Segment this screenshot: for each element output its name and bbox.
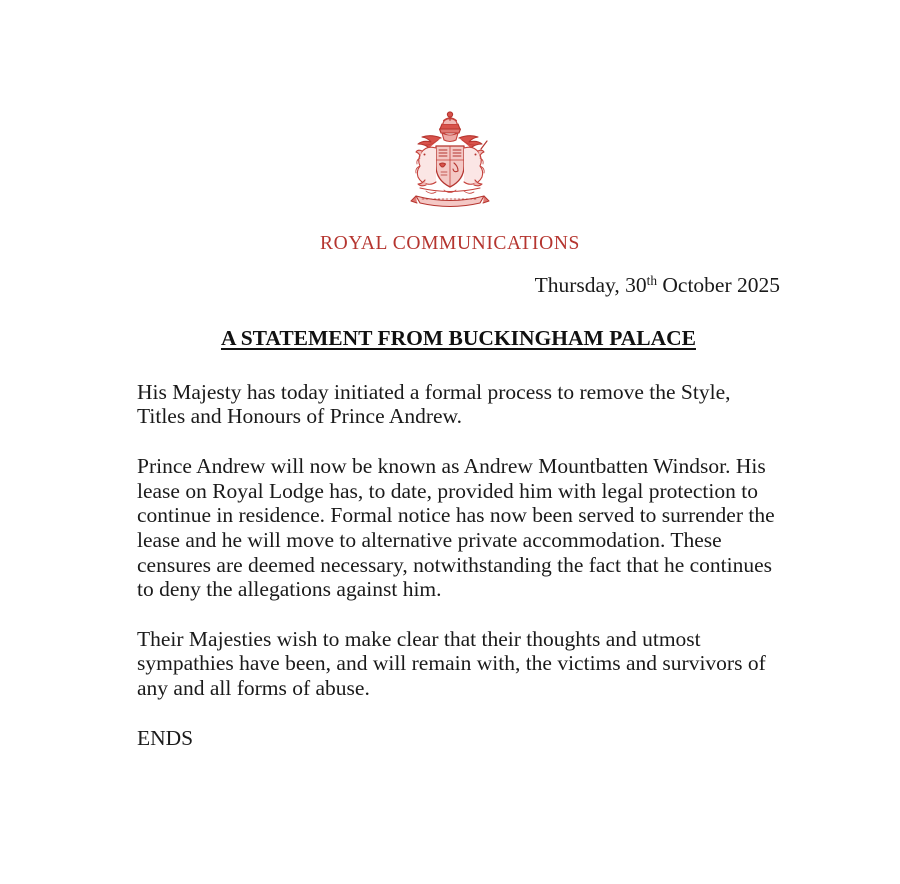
page-title [137, 325, 780, 352]
date-month-year: October 2025 [657, 273, 780, 297]
date-day: Thursday, 30 [534, 273, 647, 297]
paragraph: His Majesty has today initiated a formal process to remove the Style, Titles and Honours of Prince Andrew. [137, 379, 731, 429]
statement-paragraphs [137, 380, 780, 751]
royal-coat-of-arms-icon [386, 108, 514, 216]
letterhead [0, 108, 900, 254]
paragraph: Their Majesties wish to make clear that their thoughts and utmost sympathies have been, and will remain with, the victims and survivors of any and all forms of abuse. [137, 626, 766, 701]
date-ordinal-suffix: th [646, 273, 657, 289]
page-title-text: A STATEMENT FROM BUCKINGHAM PALACE [220, 325, 696, 350]
organisation-name: ROYAL COMMUNICATIONS [320, 233, 580, 254]
statement-date [137, 272, 780, 299]
ends-marker: ENDS [137, 725, 194, 750]
statement-body [137, 272, 780, 750]
paragraph: Prince Andrew will now be known as Andrew Mountbatten Windsor. His lease on Royal Lodge has, to date, provided him with legal protection to continue in residence. Formal notice has now been served to surrender the lease and he will move to alternative private accommodation. These censures are deemed necessary, notwithstanding the fact that he continues to deny the allegations against him. [137, 453, 775, 602]
